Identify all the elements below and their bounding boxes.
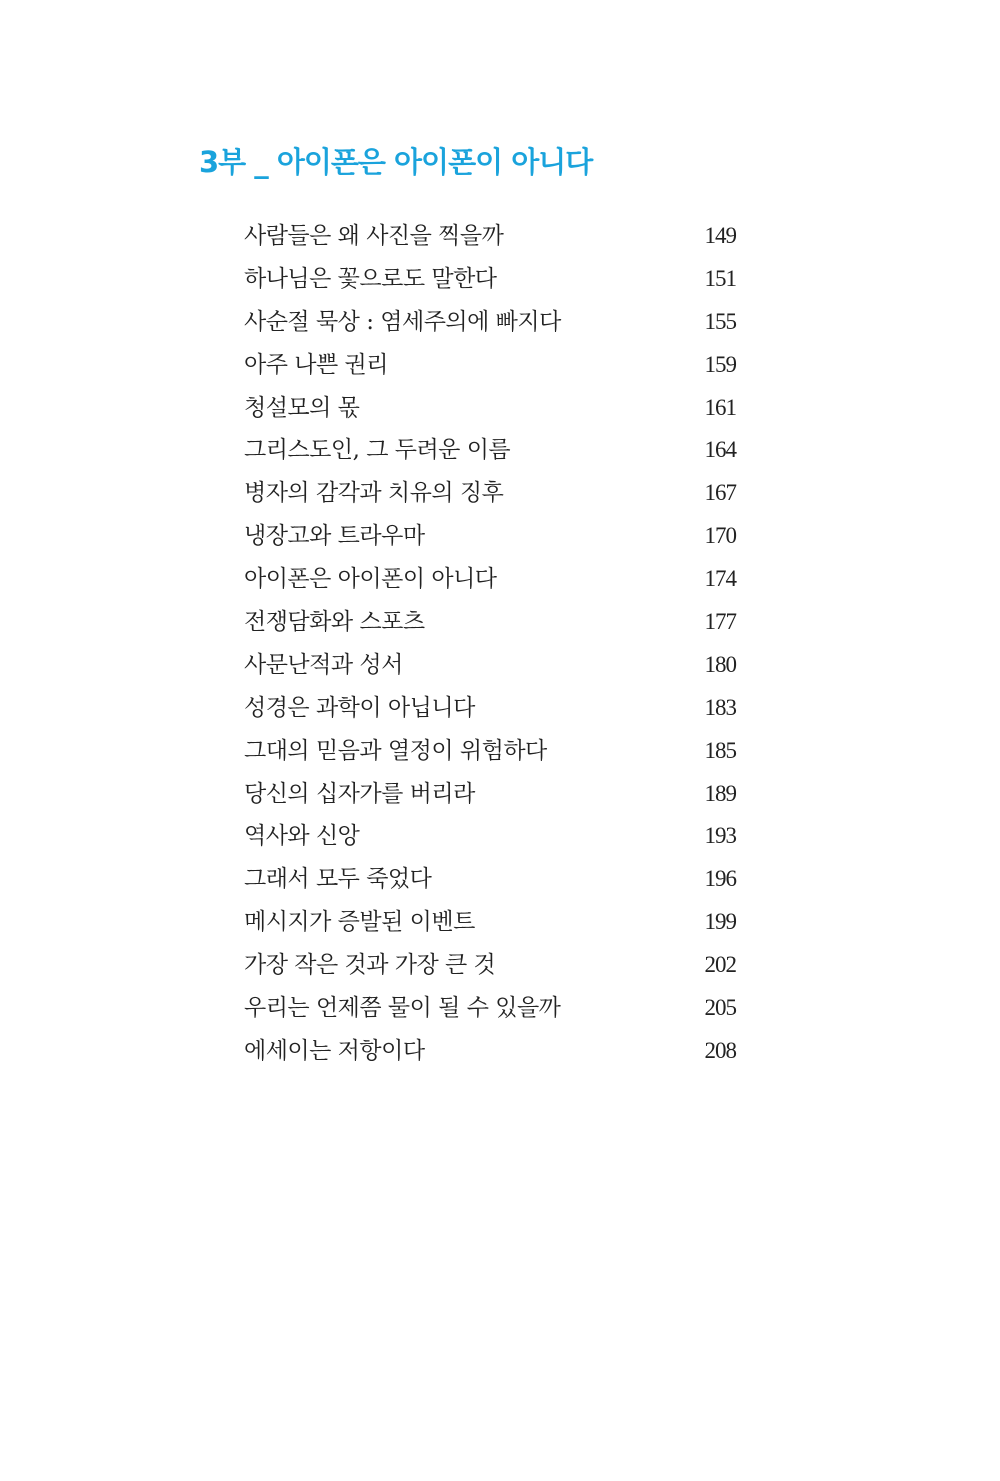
entry-page-number: 196 <box>704 866 736 892</box>
entry-page-number: 199 <box>704 909 736 935</box>
entry-page-number: 185 <box>704 737 736 763</box>
toc-entry <box>244 258 736 301</box>
entry-title: 청설모의 몫 <box>244 394 360 421</box>
entry-title: 냉장고와 트라우마 <box>244 523 425 550</box>
entry-title: 하나님은 꽃으로도 말한다 <box>244 265 497 292</box>
entry-page-number: 161 <box>704 394 736 420</box>
toc-entry <box>244 515 736 558</box>
toc-entry <box>244 730 736 773</box>
toc-entry <box>244 644 736 687</box>
toc-entry <box>244 301 736 344</box>
toc-entry <box>244 987 736 1030</box>
toc-entry <box>244 815 736 858</box>
entry-title: 당신의 십자가를 버리라 <box>244 780 475 807</box>
toc-entry <box>244 387 736 430</box>
toc-entry <box>244 429 736 472</box>
part-title: 3부 _ 아이폰은 아이폰이 아니다 <box>199 145 593 179</box>
entry-title: 역사와 신앙 <box>244 823 360 850</box>
entry-page-number: 193 <box>704 823 736 849</box>
entry-title: 병자의 감각과 치유의 징후 <box>244 480 504 507</box>
entry-page-number: 164 <box>704 437 736 463</box>
entry-page-number: 208 <box>704 1037 736 1063</box>
entry-title: 그리스도인, 그 두려운 이름 <box>244 437 511 464</box>
entry-page-number: 170 <box>704 523 736 549</box>
entry-title: 우리는 언제쯤 물이 될 수 있을까 <box>244 995 561 1022</box>
entry-title: 성경은 과학이 아닙니다 <box>244 694 475 721</box>
entry-page-number: 202 <box>704 952 736 978</box>
entry-title: 에세이는 저항이다 <box>244 1037 425 1064</box>
entry-title: 사순절 묵상 : 염세주의에 빠지다 <box>244 308 561 335</box>
toc-entry <box>244 687 736 730</box>
toc-entry <box>244 601 736 644</box>
toc-entry <box>244 215 736 258</box>
entry-page-number: 155 <box>704 308 736 334</box>
toc-entry <box>244 773 736 816</box>
entry-page-number: 151 <box>704 265 736 291</box>
entry-page-number: 174 <box>704 566 736 592</box>
entry-title: 메시지가 증발된 이벤트 <box>244 909 475 936</box>
toc-entry <box>244 344 736 387</box>
entry-page-number: 205 <box>704 995 736 1021</box>
table-of-contents <box>244 215 736 1073</box>
toc-entry <box>244 1030 736 1073</box>
toc-entry <box>244 944 736 987</box>
entry-page-number: 149 <box>704 223 736 248</box>
entry-title: 그대의 믿음과 열정이 위험하다 <box>244 737 547 764</box>
toc-entry <box>244 901 736 944</box>
toc-entry <box>244 858 736 901</box>
entry-page-number: 183 <box>704 694 736 720</box>
entry-page-number: 177 <box>704 609 736 635</box>
entry-title: 가장 작은 것과 가장 큰 것 <box>244 952 496 979</box>
entry-title: 아이폰은 아이폰이 아니다 <box>244 566 497 593</box>
entry-page-number: 159 <box>704 351 736 377</box>
entry-page-number: 189 <box>704 780 736 806</box>
toc-entry <box>244 558 736 601</box>
toc-entry <box>244 472 736 515</box>
entry-title: 그래서 모두 죽었다 <box>244 866 432 893</box>
entry-title: 전쟁담화와 스포츠 <box>244 609 425 636</box>
entry-title: 사문난적과 성서 <box>244 651 403 678</box>
entry-page-number: 167 <box>704 480 736 506</box>
entry-title: 아주 나쁜 권리 <box>244 351 388 378</box>
entry-title: 사람들은 왜 사진을 찍을까 <box>244 223 504 249</box>
entry-page-number: 180 <box>704 651 736 677</box>
